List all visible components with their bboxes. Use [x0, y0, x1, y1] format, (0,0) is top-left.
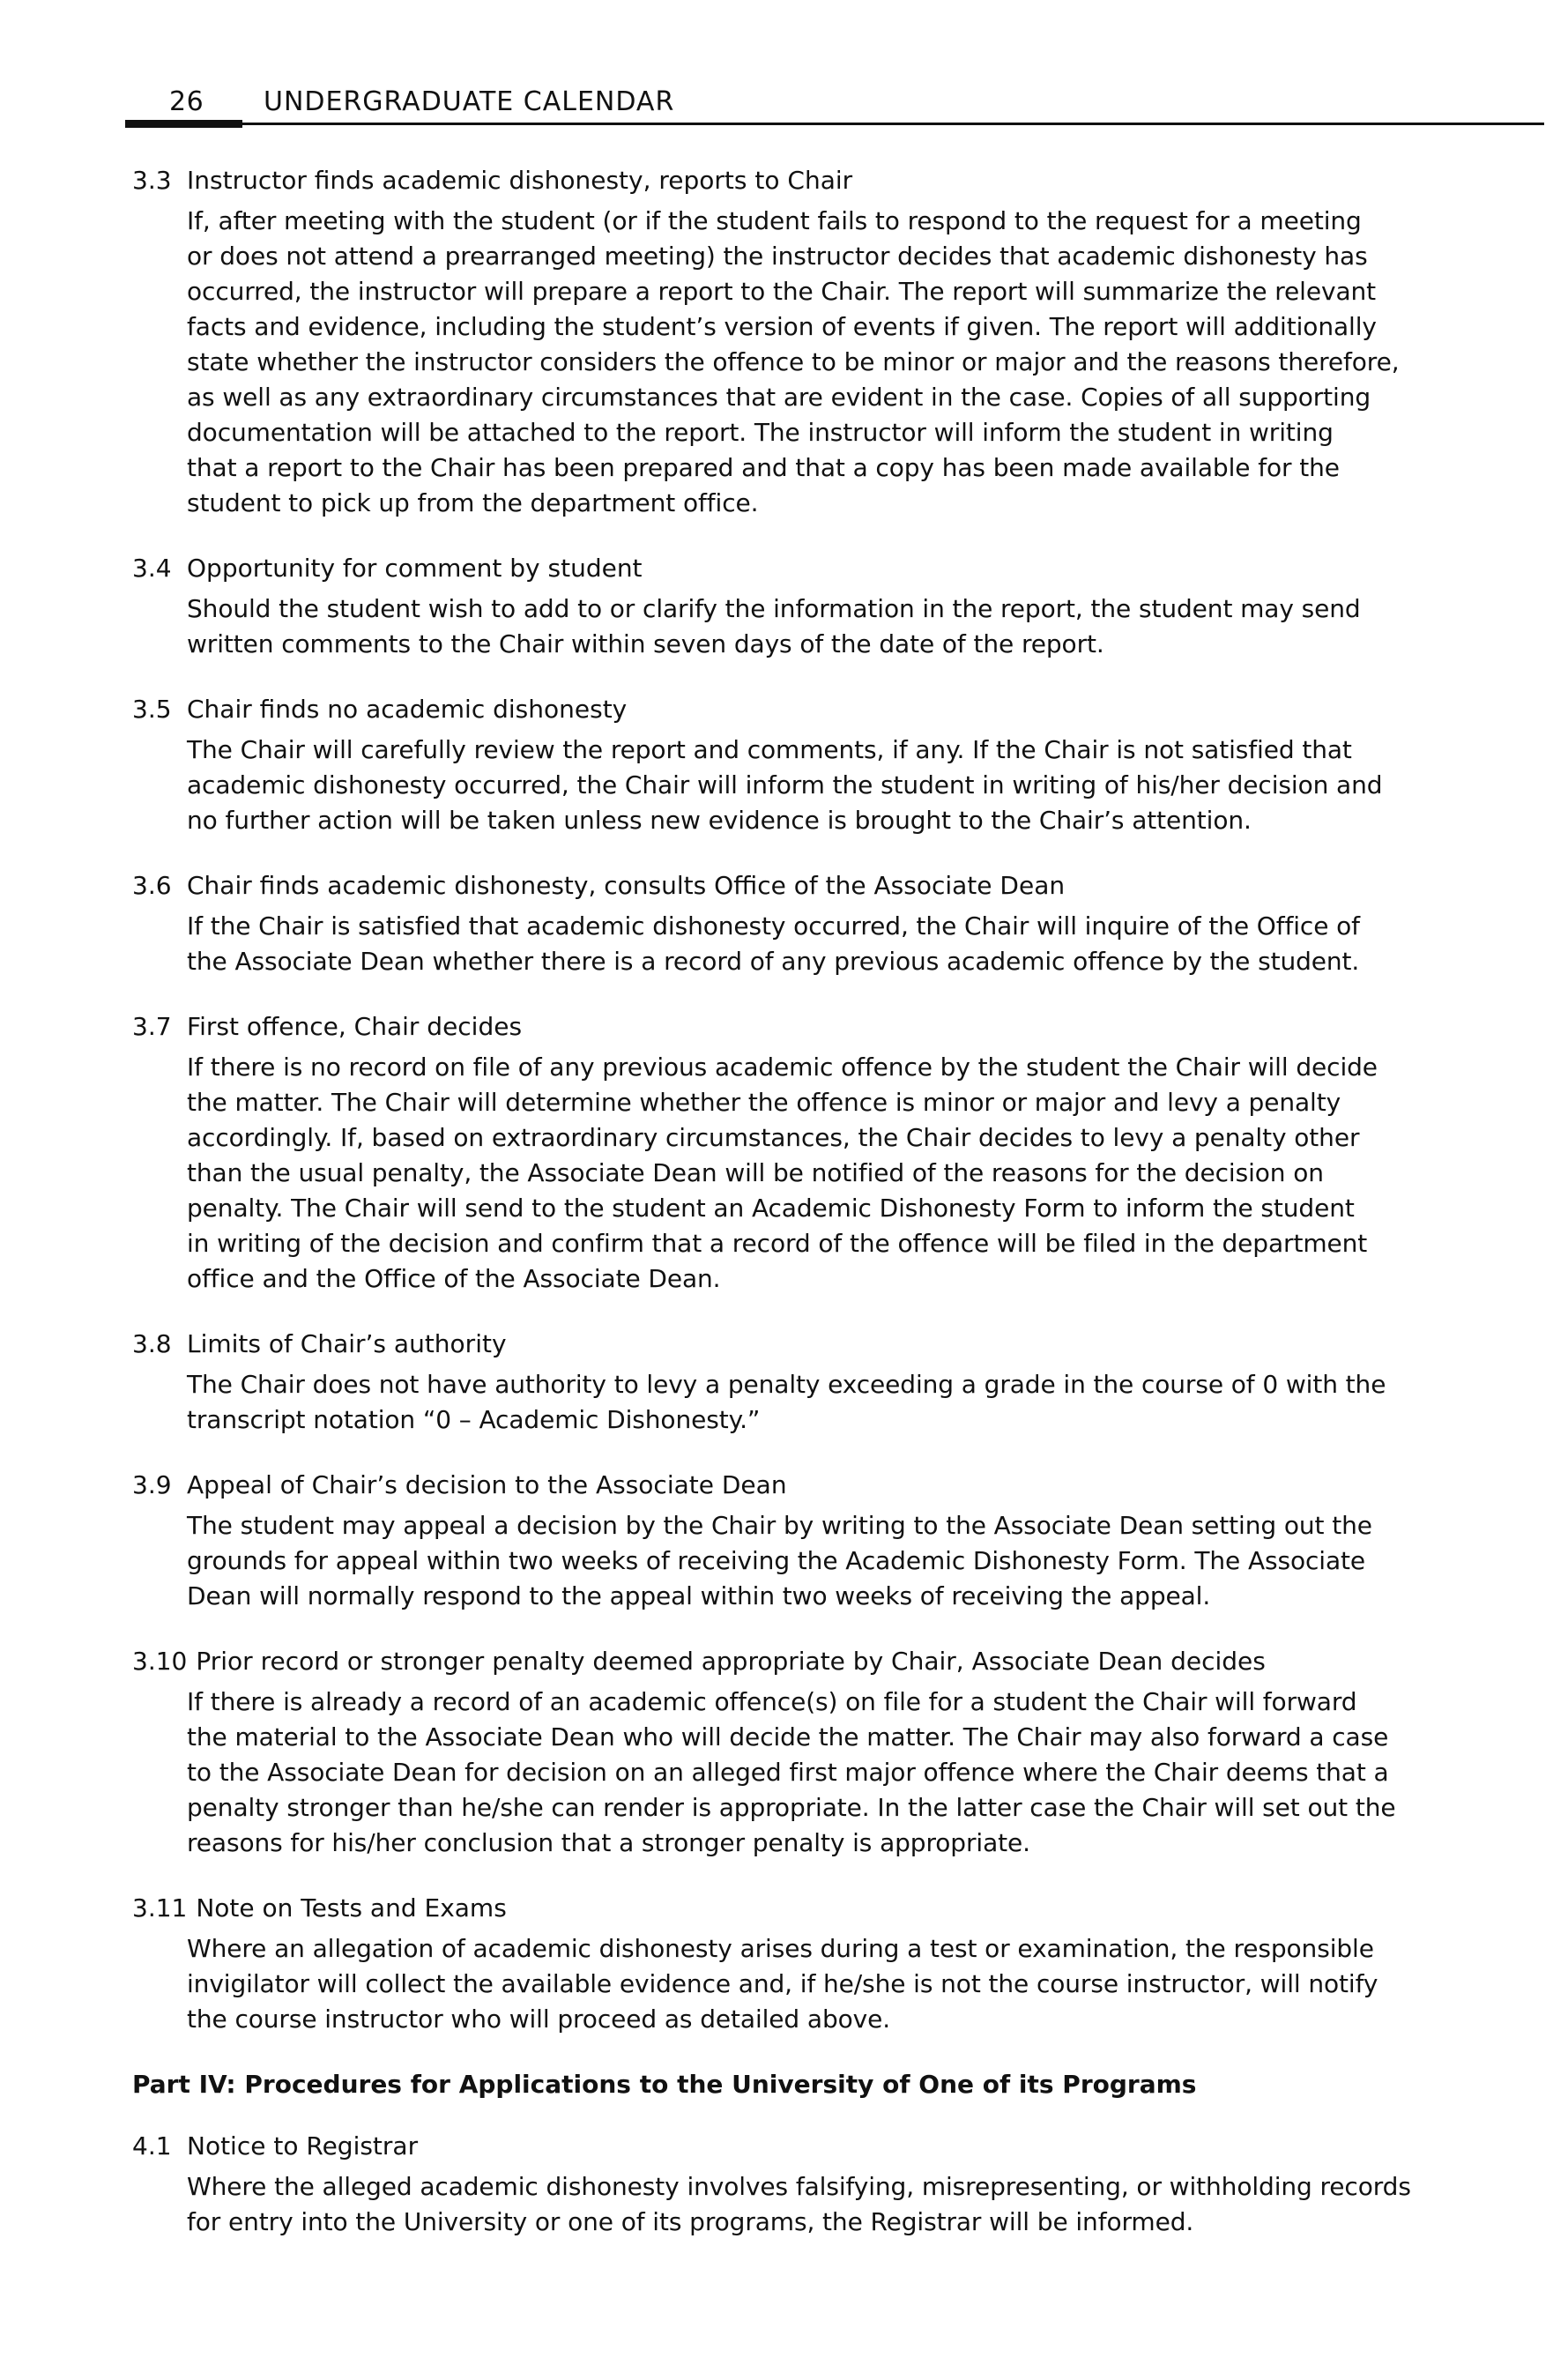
section-number: 4.1: [132, 2131, 172, 2161]
section-3-6: [132, 868, 1428, 979]
section-3-8: [132, 1327, 1428, 1438]
section-heading: [132, 163, 1428, 198]
section-number: 3.10: [132, 1647, 188, 1676]
section-number: 3.3: [132, 166, 172, 195]
section-title: Appeal of Chair’s decision to the Associate Dean: [187, 1470, 787, 1499]
section-number: 3.4: [132, 554, 172, 583]
section-body: If the Chair is satisfied that academic dishonesty occurred, the Chair will inquire of the Office of the Associate Dean whether there is a record of any previous academic offence by the student.: [187, 911, 1360, 976]
section-body: If, after meeting with the student (or if the student fails to respond to the request for a meeting or does not attend a prearranged meeting) the instructor decides that academic dishonesty has occurred, the instructor will prepare a report to the Chair. The report will summarize the relevant facts and evidence, including the student’s version of events if given. The report will additionally state whether the instructor considers the offence to be minor or major and the reasons therefore, as well as any extraordinary circumstances that are evident in the case. Copies of all supporting documentation will be attached to the report. The instructor will inform the student in writing that a report to the Chair has been prepared and that a copy has been made available for the student to pick up from the department office.: [187, 206, 1400, 517]
section-number: 3.7: [132, 1012, 172, 1041]
section-3-11: [132, 1891, 1428, 2037]
section-number: 3.11: [132, 1893, 188, 1923]
section-3-10: [132, 1644, 1428, 1861]
section-number: 3.8: [132, 1329, 172, 1358]
section-title: Limits of Chair’s authority: [187, 1329, 507, 1358]
section-body: Where an allegation of academic dishonesty arises during a test or examination, the responsible invigilator will collect the available evidence and, if he/she is not the course instructor, will notify the course instructor who will proceed as detailed above.: [187, 1934, 1378, 2034]
section-3-3: [132, 163, 1428, 521]
section-heading: [132, 1891, 1428, 1926]
section-3-7: [132, 1009, 1428, 1297]
section-4-1: [132, 2129, 1428, 2240]
section-heading: [132, 1644, 1428, 1679]
page-number: 26: [169, 86, 204, 117]
section-title: Opportunity for comment by student: [187, 554, 643, 583]
section-title: First offence, Chair decides: [187, 1012, 523, 1041]
section-body: Where the alleged academic dishonesty involves falsifying, misrepresenting, or withholding records for entry into the University or one of its programs, the Registrar will be informed.: [187, 2172, 1411, 2236]
header-rule-thick: [125, 120, 242, 128]
section-body: The student may appeal a decision by the Chair by writing to the Associate Dean setting out the grounds for appeal within two weeks of receiving the Academic Dishonesty Form. The Associate Dean will normally respond to the appeal within two weeks of receiving the appeal.: [187, 1511, 1372, 1610]
section-3-9: [132, 1468, 1428, 1614]
section-number: 3.9: [132, 1470, 172, 1499]
page-content: [132, 163, 1428, 2270]
section-body: The Chair will carefully review the report and comments, if any. If the Chair is not satisfied that academic dishonesty occurred, the Chair will inform the student in writing of his/her decision and no further action will be taken unless new evidence is brought to the Chair’s attention.: [187, 735, 1383, 835]
header-rule: [242, 123, 1544, 125]
section-title: Prior record or stronger penalty deemed appropriate by Chair, Associate Dean decides: [196, 1647, 1266, 1676]
section-heading: [132, 868, 1428, 904]
section-heading: [132, 1327, 1428, 1362]
section-heading: [132, 692, 1428, 727]
page-header: [125, 81, 1421, 134]
section-body: If there is already a record of an academic offence(s) on file for a student the Chair will forward the material to the Associate Dean who will decide the matter. The Chair may also forward a case to the Associate Dean for decision on an alleged first major offence where the Chair deems that a penalty stronger than he/she can render is appropriate. In the latter case the Chair will set out the reasons for his/her conclusion that a stronger penalty is appropriate.: [187, 1687, 1396, 1857]
section-heading: [132, 1009, 1428, 1045]
part-iv-title: Part IV: Procedures for Applications to the University of One of its Programs: [132, 2070, 1197, 2099]
section-heading: [132, 2129, 1428, 2164]
section-body: If there is no record on file of any previous academic offence by the student the Chair will decide the matter. The Chair will determine whether the offence is minor or major and levy a penalty accordingly. If, based on extraordinary circumstances, the Chair decides to levy a penalty other than the usual penalty, the Associate Dean will be notified of the reasons for the decision on penalty. The Chair will send to the student an Academic Dishonesty Form to inform the student in writing of the decision and confirm that a record of the offence will be filed in the department office and the Office of the Associate Dean.: [187, 1052, 1378, 1293]
section-body: The Chair does not have authority to levy a penalty exceeding a grade in the course of 0 with the transcript notation “0 – Academic Dishonesty.”: [187, 1370, 1386, 1434]
section-title: Notice to Registrar: [187, 2131, 419, 2161]
section-number: 3.5: [132, 695, 172, 724]
section-3-4: [132, 551, 1428, 662]
section-title: Instructor finds academic dishonesty, reports to Chair: [187, 166, 853, 195]
section-body: Should the student wish to add to or clarify the information in the report, the student may send written comments to the Chair within seven days of the date of the report.: [187, 594, 1361, 658]
section-heading: [132, 551, 1428, 586]
section-title: Note on Tests and Exams: [196, 1893, 507, 1923]
section-3-5: [132, 692, 1428, 838]
section-title: Chair finds academic dishonesty, consults Office of the Associate Dean: [187, 871, 1066, 900]
section-heading: [132, 1468, 1428, 1503]
section-number: 3.6: [132, 871, 172, 900]
running-title: UNDERGRADUATE CALENDAR: [264, 86, 675, 117]
section-title: Chair finds no academic dishonesty: [187, 695, 628, 724]
